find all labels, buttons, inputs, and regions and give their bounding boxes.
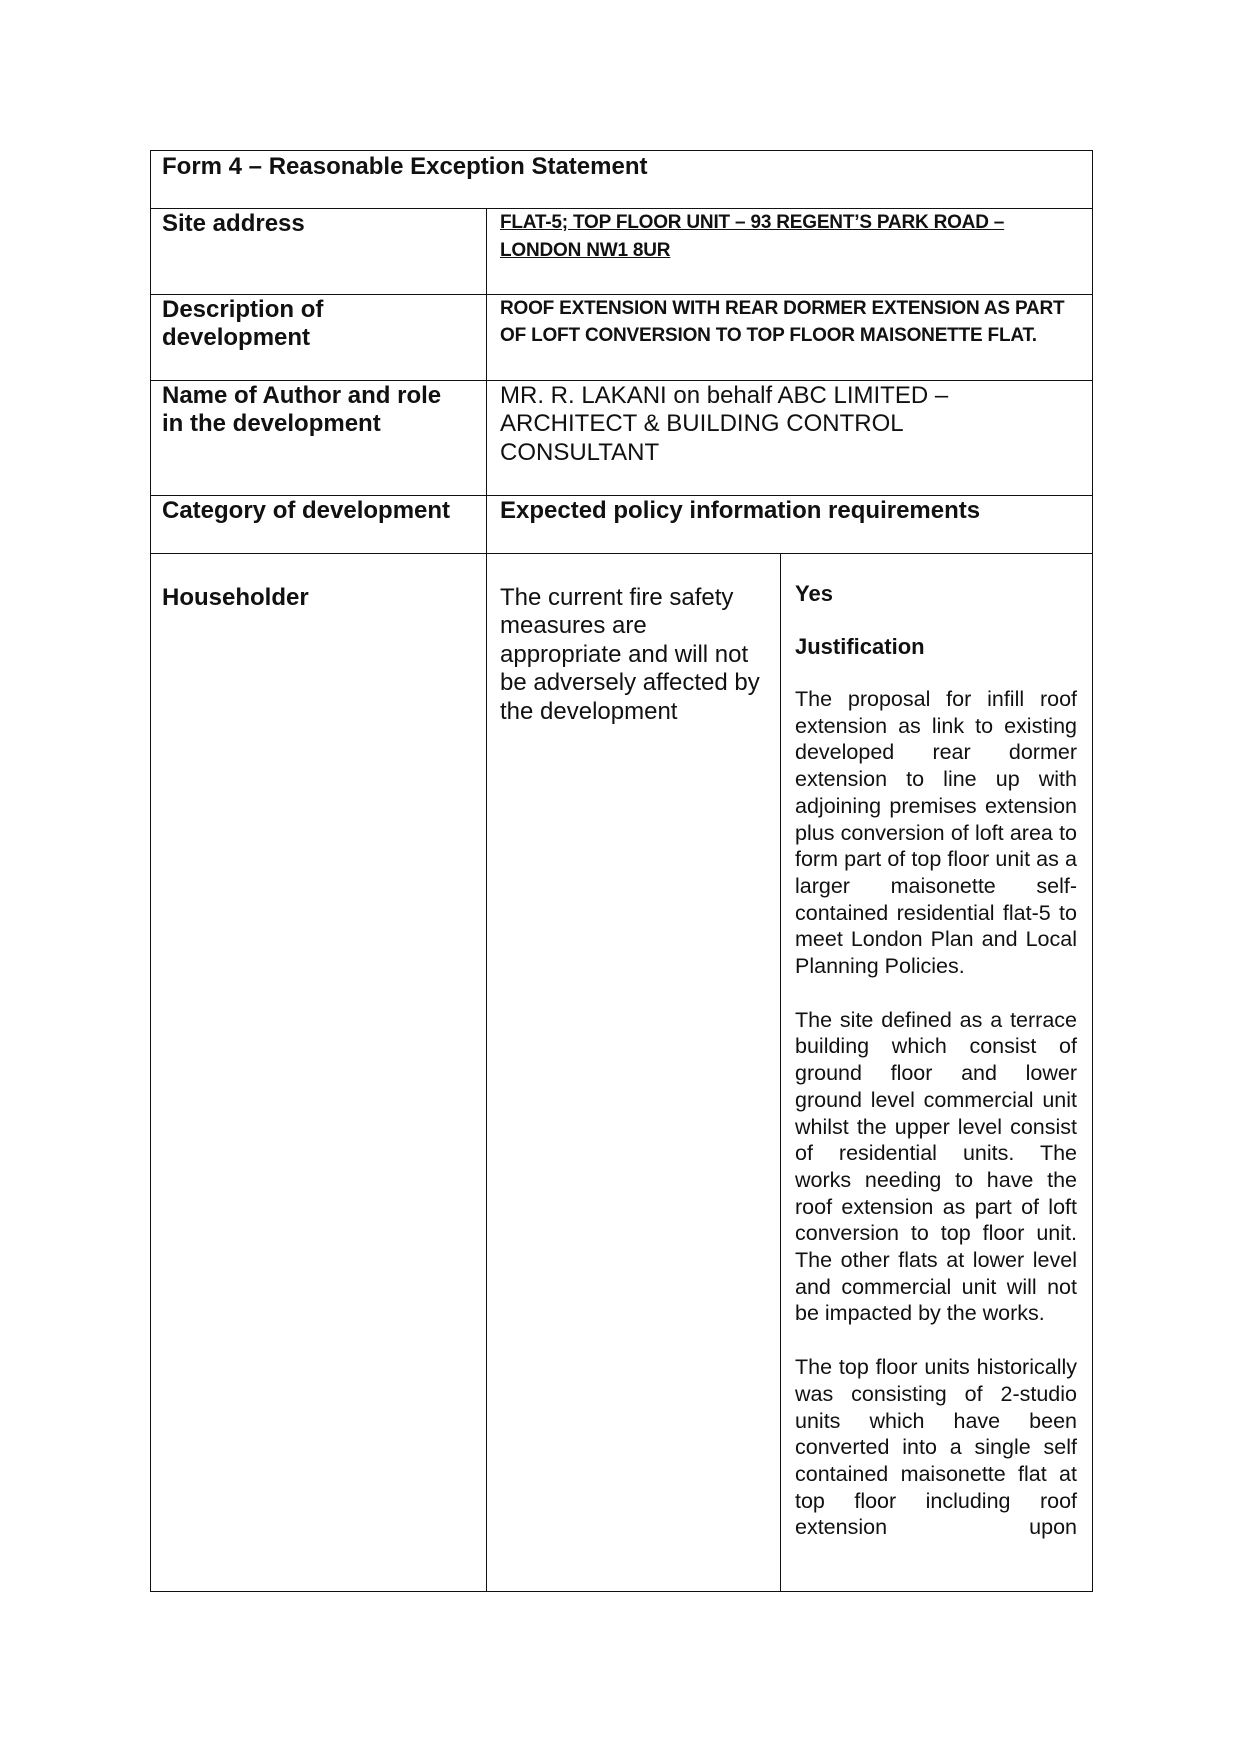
justification-paragraph-2: The site defined as a terrace building which consist of ground floor and lower ground level commercial unit whilst the upper level consist of residential units. The works needing to have the roof extension as part of loft conversion to top floor unit. The other flats at lower level and commercial unit will not be impacted by the works. — [795, 1007, 1077, 1326]
author-value-line-3: CONSULTANT — [500, 439, 660, 466]
author-value-line-1: MR. R. LAKANI on behalf ABC LIMITED – — [500, 382, 949, 409]
justification-paragraph-1: The proposal for infill roof extension as link to existing developed rear dormer extension to line up with adjoining premises extension plus conversion of loft area to form part of top floor unit as a larger maisonette self-contained residential flat-5 to meet London Plan and Local Planning Policies. — [795, 687, 1077, 979]
requirement-line-3: appropriate and will not — [500, 641, 749, 668]
requirements-header: Expected policy information requirements — [500, 497, 981, 524]
justification-paragraph-3: The top floor units historically was consisting of 2-studio units which have been converted into a single self contained maisonette flat at top floor including roof extension upon — [795, 1355, 1077, 1540]
row-divider — [150, 553, 1093, 554]
category-header: Category of development — [162, 497, 451, 524]
answer-yes: Yes — [795, 581, 833, 606]
requirement-line-2: measures are — [500, 612, 647, 639]
requirement-line-4: be adversely affected by — [500, 669, 760, 696]
column-divider — [780, 553, 781, 1592]
justification-body — [795, 686, 1077, 1541]
author-label-line-1: Name of Author and role — [162, 382, 442, 409]
column-divider — [486, 208, 487, 1592]
site-address-value-line-2: LONDON NW1 8UR — [500, 240, 671, 261]
description-value-line-1: ROOF EXTENSION WITH REAR DORMER EXTENSION AS PART — [500, 298, 1065, 319]
description-label-line-2: development — [162, 324, 311, 351]
requirement-line-1: The current fire safety — [500, 584, 734, 611]
site-address-value-line-1: FLAT-5; TOP FLOOR UNIT – 93 REGENT’S PARK ROAD – — [500, 212, 1005, 233]
category-value: Householder — [162, 584, 309, 611]
author-label-line-2: in the development — [162, 410, 381, 437]
form-title: Form 4 – Reasonable Exception Statement — [162, 153, 648, 180]
requirement-line-5: the development — [500, 698, 678, 725]
site-address-label: Site address — [162, 210, 305, 237]
author-value-line-2: ARCHITECT & BUILDING CONTROL — [500, 410, 904, 437]
justification-label: Justification — [795, 634, 925, 659]
description-label-line-1: Description of — [162, 296, 324, 323]
description-value-line-2: OF LOFT CONVERSION TO TOP FLOOR MAISONETTE FLAT. — [500, 325, 1037, 346]
